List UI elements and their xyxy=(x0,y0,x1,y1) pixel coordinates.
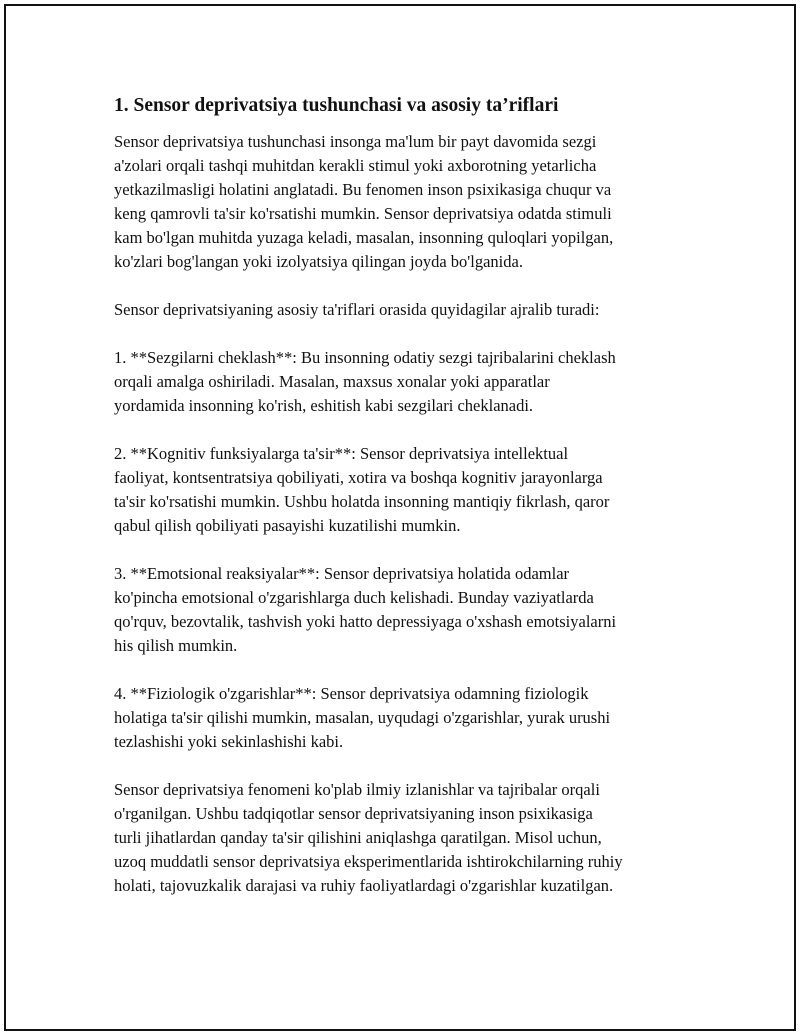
section-title: 1. Sensor deprivatsiya tushunchasi va asosiy ta’riflari xyxy=(114,95,559,116)
paragraph-spacer xyxy=(114,418,694,442)
list-item-4: 4. **Fiziologik o'zgarishlar**: Sensor deprivatsiya odamning fiziologik holatiga ta'sir qilishi mumkin, masalan, uyqudagi o'zgarishlar, yurak urushi tezlashishi yoki sekinlashishi kabi. xyxy=(114,684,611,751)
paragraph-definitions-lead: Sensor deprivatsiyaning asosiy ta'riflari orasida quyidagilar ajralib turadi: xyxy=(114,300,600,319)
paragraph-spacer xyxy=(114,538,694,562)
list-item-2: 2. **Kognitiv funksiyalarga ta'sir**: Sensor deprivatsiya intellektual faoliyat, kontsentratsiya qobiliyati, xotira va boshqa kognitiv jarayonlarga ta'sir ko'rsatishi mumkin. Ushbu holatda insonning mantiqiy fikrlash, qaror qabul qilish qobiliyati pasayishi kuzatilishi mumkin. xyxy=(114,444,610,535)
list-item-1: 1. **Sezgilarni cheklash**: Bu insonning odatiy sezgi tajribalarini cheklash orqali amalga oshiriladi. Masalan, maxsus xonalar yoki apparatlar yordamida insonning ko'rish, eshitish kabi sezgilari cheklanadi. xyxy=(114,348,616,415)
paragraph-spacer xyxy=(114,322,694,346)
paragraph-spacer xyxy=(114,274,694,298)
paragraph-intro: Sensor deprivatsiya tushunchasi insonga ma'lum bir payt davomida sezgi a'zolari orqali tashqi muhitdan kerakli stimul yoki axborotning yetarlicha yetkazilmasligi holatini anglatadi. Bu fenomen inson psixikasiga chuqur va keng qamrovli ta'sir ko'rsatishi mumkin. Sensor deprivatsiya odatda stimuli kam bo'lgan muhitda yuzaga keladi, masalan, insonning quloqlari yopilgan, ko'zlari bog'langan yoki izolyatsiya qilingan joyda bo'lganida. xyxy=(114,132,614,271)
document-body xyxy=(114,92,694,898)
paragraph-spacer xyxy=(114,658,694,682)
list-item-3: 3. **Emotsional reaksiyalar**: Sensor deprivatsiya holatida odamlar ko'pincha emotsional o'zgarishlarga duch kelishadi. Bunday vaziyatlarda qo'rquv, bezovtalik, tashvish yoki hatto depressiyaga o'xshash emotsiyalarni his qilish mumkin. xyxy=(114,564,617,655)
paragraph-spacer xyxy=(114,754,694,778)
paragraph-conclusion: Sensor deprivatsiya fenomeni ko'plab ilmiy izlanishlar va tajribalar orqali o'rganilgan. Ushbu tadqiqotlar sensor deprivatsiyaning inson psixikasiga turli jihatlardan qanday ta'sir qilishini aniqlashga qaratilgan. Misol uchun, uzoq muddatli sensor deprivatsiya eksperimentlarida ishtirokchilarning ruhiy holati, tajovuzkalik darajasi va ruhiy faoliyatlardagi o'zgarishlar kuzatilgan. xyxy=(114,780,623,895)
